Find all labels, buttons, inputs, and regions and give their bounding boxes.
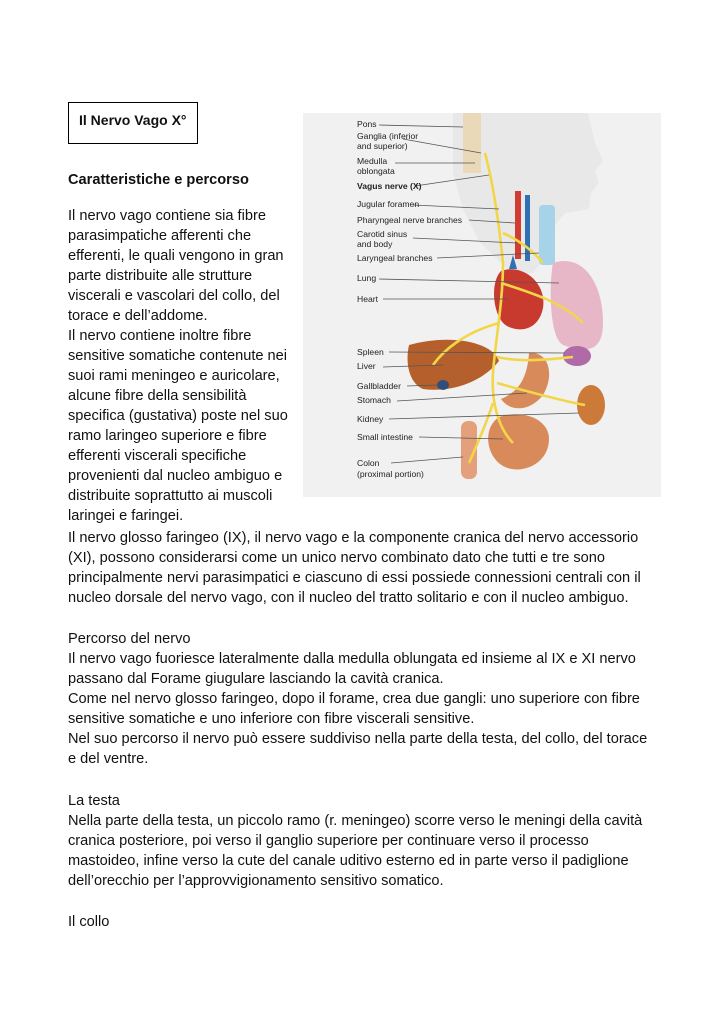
larynx-shape (539, 205, 555, 265)
spleen-shape (563, 346, 591, 366)
gallbladder-shape (437, 380, 449, 390)
label-laryngeal-branches: Laryngeal branches (357, 253, 433, 263)
label-medulla-line1: Medulla (357, 156, 388, 166)
collo-heading: Il collo (68, 914, 110, 930)
percorso-paragraph: Il nervo vago fuoriesce lateralmente dalla medulla oblungata ed insieme al IX e XI nervo passano dal Forame giugulare lasciando la cavità cranica. Come nel nervo glosso faringeo, dopo il forame, crea due gangli: uno superiore con fibre sensitive somatiche e uno inferiore con fibre viscerali sensitive. Nel suo percorso il nervo può essere suddiviso nella parte della testa, del collo, del torace e del ventre. (68, 651, 648, 767)
intro-column-text: Il nervo vago contiene sia fibre parasimpatiche afferenti che efferenti, le quali vengono in gran parte distribuite alle strutture viscerali e vascolari del collo, del torace e dell’addome. Il nervo contiene inoltre fibre sensitive somatiche contenute nei suoi rami meningeo e auricolare, alcune fibre della sensibilità specifica (gustativa) poste nel suo ramo laringeo superiore e fibre efferenti viscerali specifiche provenienti dal nucleo ambiguo e distribuite soprattutto ai muscoli laringei e faringei. (68, 208, 288, 524)
label-pharyngeal-branches: Pharyngeal nerve branches (357, 215, 463, 225)
label-gallbladder: Gallbladder (357, 381, 401, 391)
label-jugular-foramen: Jugular foramen (357, 199, 420, 209)
percorso-heading: Percorso del nervo (68, 631, 191, 647)
leader-kidney (389, 413, 579, 419)
label-carotid-line1: Carotid sinus (357, 229, 408, 239)
liver-shape (408, 340, 499, 390)
vagus-nerve-figure (303, 113, 661, 497)
label-lung: Lung (357, 273, 377, 283)
label-ganglia-line2: and superior) (357, 141, 408, 151)
label-spleen: Spleen (357, 347, 384, 357)
testa-heading: La testa (68, 793, 120, 809)
label-kidney: Kidney (357, 414, 384, 424)
leader-colon (391, 457, 463, 463)
label-stomach: Stomach (357, 395, 391, 405)
label-liver: Liver (357, 361, 376, 371)
label-carotid-line2: and body (357, 239, 393, 249)
combined-nerve-paragraph: Il nervo glosso faringeo (IX), il nervo vago e la componente cranica del nervo accessorio (XI), possono considerarsi come un unico nervo combinato dato che tutti e tre sono principalmente nervi parasimpatici e ciascuno di essi possiede connessioni centrali con il nucleo dorsale del nervo vago, con il nucleo del tratto solitario e con il nucleo ambiguo. (68, 530, 641, 606)
label-heart: Heart (357, 294, 379, 304)
carotid-artery-shape (515, 191, 521, 259)
small-intestine-shape (488, 414, 549, 469)
jugular-vein-shape (525, 195, 530, 261)
label-colon-line1: Colon (357, 458, 380, 468)
label-ganglia-line1: Ganglia (inferior (357, 131, 419, 141)
label-pons: Pons (357, 119, 377, 129)
label-colon-line2: (proximal portion) (357, 469, 424, 479)
section-heading: Caratteristiche e percorso (68, 172, 249, 188)
page-title: Il Nervo Vago X° (79, 112, 187, 128)
testa-paragraph: Nella parte della testa, un piccolo ramo (r. meningeo) scorre verso le meningi della cavità cranica posteriore, poi verso il ganglio superiore per continuare verso il processo mastoideo, infine verso la cute del canale uditivo esterno ed in parte verso il padiglione dell’orecchio per l’approvvigionamento sensitivo somatico. (68, 813, 643, 889)
label-small-intestine: Small intestine (357, 432, 413, 442)
label-medulla-line2: oblongata (357, 166, 395, 176)
title-box (68, 102, 198, 144)
leader-pons (379, 125, 463, 127)
brainstem-shape (463, 113, 481, 173)
vagus-nerve-illustration (303, 113, 661, 497)
label-vagus-nerve: Vagus nerve (X) (357, 181, 422, 191)
